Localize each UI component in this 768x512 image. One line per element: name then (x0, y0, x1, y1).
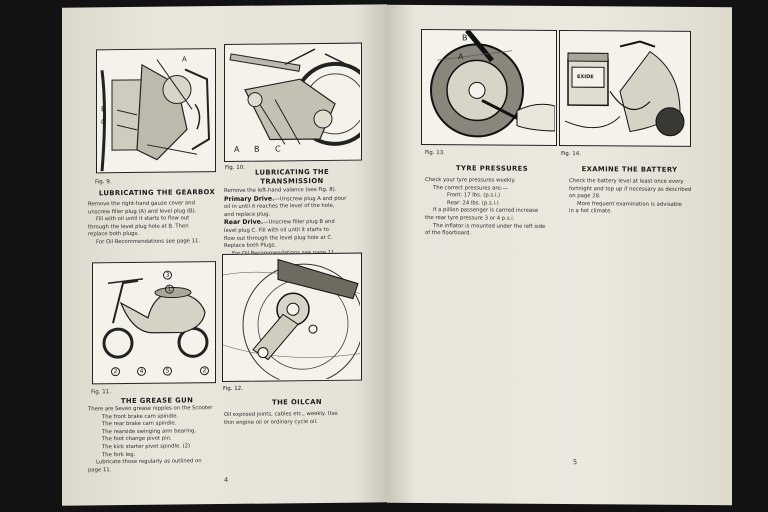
fig11-marker-5: 5 (163, 367, 172, 376)
fig13-intro: Check your tyre pressures weekly. (425, 177, 516, 184)
fig12-illustration (222, 253, 362, 382)
fig14-line: fortnight and top up if necessary as described (569, 185, 692, 193)
fig11-marker-4: 4 (137, 367, 146, 376)
fig13-line: the rear tyre pressure 3 or 4 p.s.i. (425, 215, 515, 222)
fig9-letter-b: B (101, 105, 106, 114)
fig11-line: The rearside swinging arm bearing. (102, 428, 197, 436)
fig10-letter-c: C (275, 144, 281, 154)
fig14-line: on page 28. (569, 193, 601, 200)
fig13-text (425, 177, 545, 239)
fig10-line: flow out through the level plug hole at C. (224, 234, 333, 242)
fig10-heading-line1: LUBRICATING THE (254, 167, 330, 177)
fig9-letter-c: C (101, 118, 106, 127)
fig14-heading: EXAMINE THE BATTERY (581, 165, 678, 174)
fig13-label: Fig. 13. (425, 150, 446, 157)
fig12-line: Oil exposed joints, cables etc., weekly. Use (224, 410, 338, 419)
fig10-label: Fig. 10. (225, 164, 246, 171)
fig13-correct: The correct pressures are:— (433, 184, 508, 192)
fig10-line: Replace both Plugs. (224, 242, 277, 250)
fig10-primary-title: Primary Drive. (224, 195, 275, 203)
fig11-marker-3: 3 (163, 271, 172, 280)
right-page-number: 5 (573, 458, 578, 467)
fig11-heading: THE GREASE GUN (120, 396, 194, 406)
fig12-line: thin engine oil or ordinary cycle oil. (224, 418, 318, 426)
fig11-line: There are Seven grease nipples on the Scooter (88, 405, 213, 413)
fig13-line: The inflator is mounted under the left side (433, 222, 546, 230)
fig10-letter-b: B (254, 144, 260, 154)
fig9-line: replace both plugs. (88, 231, 139, 238)
fig9-line: through the level plug hole at B. Then (88, 223, 189, 231)
fig13-heading: TYRE PRESSURES (455, 164, 529, 173)
fig11-line: The front brake cam spindle. (102, 413, 179, 420)
left-page (62, 4, 387, 505)
fig11-illustration (92, 261, 216, 384)
fig9-line: For Oil Recommendations see page 11. (96, 238, 201, 246)
fig9-line: Remove the right-hand gauze cover and (88, 200, 195, 208)
fig13-line: If a pillion passenger is carried increase (433, 207, 539, 215)
fig13-rear: Rear: 24 lbs. (p.s.i.) (447, 199, 499, 207)
fig10-line: oil in until it reaches the level of the hole, (224, 203, 335, 211)
fig14-battery-brand: EXIDE (577, 74, 594, 81)
fig9-line: Fill with oil until it starts to flow out (96, 215, 190, 223)
fig9-label: Fig. 9. (95, 179, 112, 186)
fig11-marker-2a: 2 (111, 367, 120, 376)
fig10-heading-line2: TRANSMISSION (260, 176, 324, 186)
fig11-line: The kick starter pivot spindle. (2) (102, 443, 191, 451)
fig12-heading: THE OILCAN (272, 397, 322, 407)
fig14-line: More frequent examination is advisable (577, 200, 682, 208)
right-page (387, 5, 732, 505)
fig11-line: Lubricate those regularly as outlined on (96, 458, 202, 466)
fig10-illustration (224, 43, 362, 162)
fig11-line: page 11. (88, 466, 112, 474)
fig11-line: The foot change pivot pin. (102, 435, 172, 443)
fig13-letter-b: B (462, 33, 468, 43)
fig11-marker-2b: 2 (200, 366, 209, 375)
fig10-rear-title: Rear Drive. (224, 218, 264, 227)
fig13-illustration (421, 29, 557, 146)
fig9-heading: LUBRICATING THE GEARBOX (98, 188, 216, 198)
fig12-text (224, 411, 338, 427)
fig9-illustration (96, 48, 216, 173)
fig11-text (88, 405, 212, 475)
fig9-text (88, 200, 200, 247)
fig10-line: and replace plug. (224, 211, 271, 218)
fig14-text (569, 178, 691, 217)
fig9-letter-a: A (182, 55, 187, 64)
fig10-intro: Remove the left-hand valance (see Fig. 8). (224, 186, 337, 195)
left-page-number: 4 (224, 475, 229, 485)
fig10-rear-text: —Unscrew filler plug B and (263, 219, 335, 226)
fig10-text (224, 187, 346, 259)
fig9-line: unscrew filler plug (A) and level plug (B). (88, 207, 197, 216)
fig13-letter-a: A (458, 52, 464, 62)
fig12-label: Fig. 12. (223, 385, 244, 393)
fig11-line: The fork leg. (102, 451, 136, 458)
fig14-line: Check the battery level at least once every (569, 178, 684, 185)
fig13-line: of the floorboard. (425, 230, 472, 237)
fig11-marker-1: 1 (165, 285, 174, 294)
fig10-line: level plug C. Fill with oil until it starts to (224, 226, 329, 234)
fig10-primary-text: —Unscrew plug A and pour (274, 195, 347, 203)
fig14-label: Fig. 14. (561, 151, 582, 158)
fig14-line: in a hot climate. (569, 208, 613, 215)
fig14-illustration (559, 30, 691, 147)
fig13-front: Front: 17 lbs. (p.s.i.) (447, 192, 501, 199)
fig11-line: The rear brake cam spindle. (102, 420, 177, 428)
fig11-label: Fig. 11. (91, 389, 112, 396)
fig10-letter-a: A (234, 144, 240, 154)
